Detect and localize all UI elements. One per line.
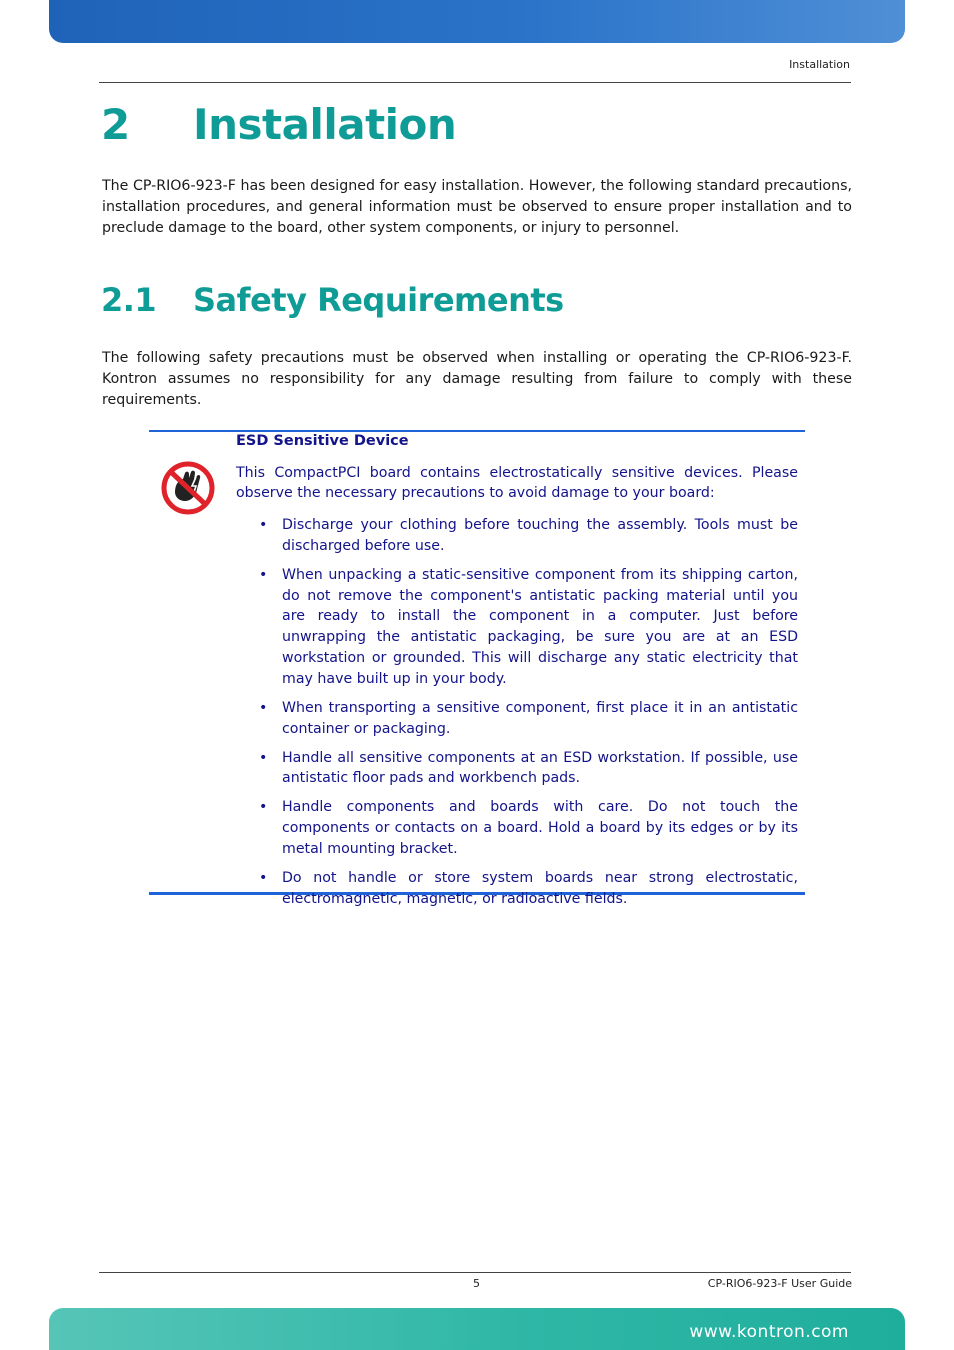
list-item <box>236 698 798 740</box>
esd-notice-intro: This CompactPCI board contains electrostatically sensitive devices. Please observe the necessary precautions to avoid damage to your board: <box>236 465 798 501</box>
bottom-banner <box>49 1308 905 1350</box>
chapter-title: Installation <box>193 100 457 149</box>
running-head: Installation <box>789 58 850 71</box>
bullet: • <box>259 517 268 533</box>
bullet: • <box>259 566 268 583</box>
bullet: • <box>259 699 268 716</box>
bullet: • <box>259 749 268 766</box>
chapter-heading <box>101 100 456 149</box>
section-heading <box>101 281 564 319</box>
bullet: • <box>259 799 268 816</box>
footer-rule <box>99 1272 851 1273</box>
esd-notice-title: ESD Sensitive Device <box>236 433 409 449</box>
list-item <box>236 565 798 690</box>
list-item-text: When transporting a sensitive component, first place it in an antistatic container or packaging. <box>282 699 798 737</box>
section-title: Safety Requirements <box>193 281 564 319</box>
list-item-text: Handle components and boards with care. Do not touch the components or contacts on a board. Hold a board by its edges or by its metal mounting bracket. <box>282 799 798 857</box>
list-item-text: Handle all sensitive components at an ESD workstation. If possible, use antistatic floor pads and workbench pads. <box>282 749 798 787</box>
page-number: 5 <box>473 1277 480 1290</box>
esd-precautions-list <box>236 515 798 918</box>
document-title: CP-RIO6-923-F User Guide <box>707 1277 852 1290</box>
list-item-text: Discharge your clothing before touching the assembly. Tools must be discharged before use. <box>282 517 798 554</box>
header-rule <box>99 82 851 83</box>
section-number: 2.1 <box>101 281 157 319</box>
bullet: • <box>259 869 268 886</box>
top-banner <box>49 0 905 43</box>
list-item-text: Do not handle or store system boards near strong electrostatic, electromagnetic, magnetic, or radioactive fields. <box>282 869 798 907</box>
list-item <box>236 515 798 557</box>
no-touch-esd-icon <box>160 459 216 517</box>
list-item <box>236 868 798 910</box>
chapter-number: 2 <box>101 100 130 149</box>
safety-paragraph: The following safety precautions must be observed when installing or operating the CP-RIO6-923-F. Kontron assumes no responsibility for any damage resulting from failure to comply with these requirements. <box>102 350 852 408</box>
list-item-text: When unpacking a static-sensitive component from its shipping carton, do not remove the component's antistatic packing material until you are ready to install the component in a computer. Just before unwrapping the antistatic packaging, be sure you are at an ESD workstation or grounded. This will discharge any static electricity that may have built up in your body. <box>282 566 798 687</box>
website-link[interactable]: www.kontron.com <box>689 1322 849 1342</box>
list-item <box>236 797 798 859</box>
chapter-intro-paragraph: The CP-RIO6-923-F has been designed for easy installation. However, the following standard precautions, installation procedures, and general information must be observed to ensure proper installation and to preclude damage to the board, other system components, or injury to personnel. <box>102 178 852 236</box>
list-item <box>236 748 798 790</box>
esd-notice-box <box>149 430 805 907</box>
